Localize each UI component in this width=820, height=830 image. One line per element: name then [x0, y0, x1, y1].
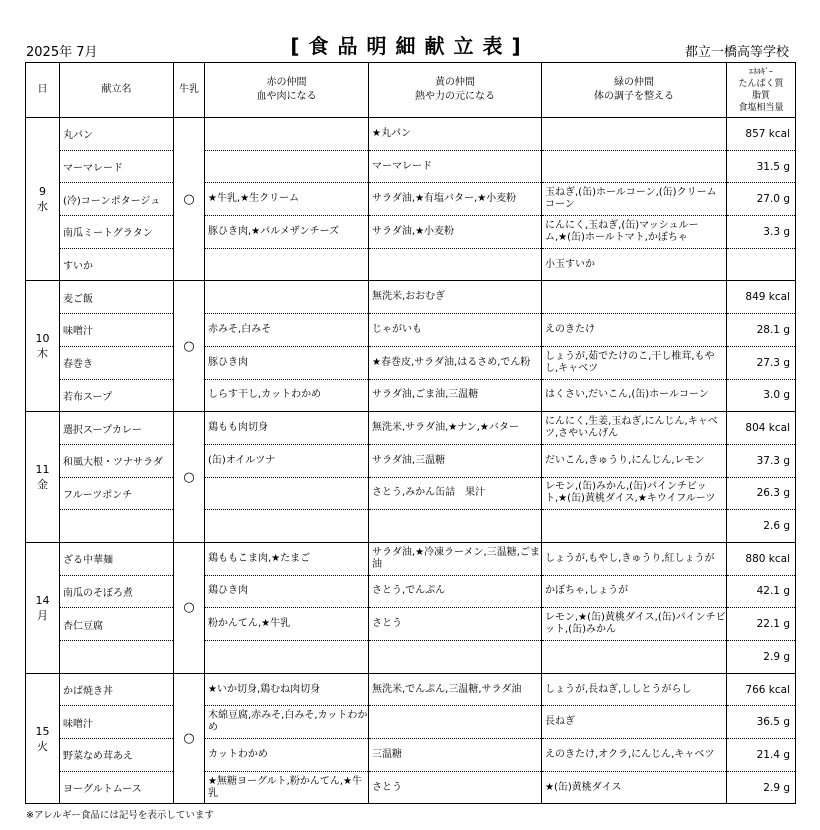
menu-row	[26, 673, 796, 706]
nutrition-value: 28.1 g	[727, 314, 796, 347]
yellow-ingredients: マーマレード	[369, 150, 542, 183]
red-ingredients: 鶏もも肉切身	[205, 412, 369, 445]
day-number: 14	[35, 593, 50, 607]
green-ingredients	[542, 510, 727, 543]
dish-name: 味噌汁	[60, 314, 174, 347]
fat-label: 脂質	[751, 91, 770, 101]
nutrition-value: 36.5 g	[727, 706, 796, 739]
green-ingredients: にんにく,玉ねぎ,(缶)マッシュルーム,★(缶)ホールトマト,かぼちゃ	[542, 216, 727, 249]
dish-name: すいか	[60, 248, 174, 281]
nutrition-value: 21.4 g	[727, 739, 796, 772]
dish-name	[60, 641, 174, 674]
yellow-ingredients	[369, 641, 542, 674]
red-ingredients	[205, 477, 369, 510]
menu-row	[26, 281, 796, 314]
dish-name: (冷)コーンポタージュ	[60, 183, 174, 216]
dish-name: 南瓜ミートグラタン	[60, 216, 174, 249]
nutrition-value: 766 kcal	[727, 673, 796, 706]
menu-row	[26, 183, 796, 216]
dish-name: 野菜なめ茸あえ	[60, 739, 174, 772]
red-ingredients	[205, 510, 369, 543]
day-number: 15	[35, 724, 50, 738]
nutrition-value: 31.5 g	[727, 150, 796, 183]
dish-name: 若布スープ	[60, 379, 174, 412]
day-cell	[26, 118, 60, 281]
red-ingredients: ★牛乳,★生クリーム	[205, 183, 369, 216]
day-number: 10	[35, 332, 50, 346]
yellow-ingredients: さとう	[369, 608, 542, 641]
yellow-ingredients: 無洗米,でんぷん,三温糖,サラダ油	[369, 673, 542, 706]
green-ingredients: しょうが,茹でたけのこ,干し椎茸,もやし,キャベツ	[542, 346, 727, 379]
yellow-ingredients: サラダ油,三温糖	[369, 444, 542, 477]
red-group-title: 赤の仲間	[266, 77, 307, 88]
menu-body	[26, 118, 796, 804]
day-cell	[26, 542, 60, 673]
weekday: 木	[37, 347, 48, 361]
yellow-ingredients: サラダ油,ごま油,三温糖	[369, 379, 542, 412]
red-ingredients	[205, 641, 369, 674]
yellow-ingredients: 三温糖	[369, 739, 542, 772]
green-ingredients: はくさい,だいこん,(缶)ホールコーン	[542, 379, 727, 412]
green-ingredients: にんにく,生姜,玉ねぎ,にんじん,キャベツ,さやいんげん	[542, 412, 727, 445]
green-ingredients	[542, 641, 727, 674]
header-row	[26, 63, 796, 118]
nutrition-value: 3.0 g	[727, 379, 796, 412]
allergy-footnote: ※アレルギー食品には記号を表示しています	[26, 810, 214, 821]
red-ingredients	[205, 150, 369, 183]
dish-name: マーマレード	[60, 150, 174, 183]
weekday: 金	[37, 478, 48, 492]
dish-name: 南瓜のそぼろ煮	[60, 575, 174, 608]
nutrition-value: 27.3 g	[727, 346, 796, 379]
red-ingredients: カットわかめ	[205, 739, 369, 772]
month-label: 2025年 7月	[26, 45, 98, 60]
day-cell	[26, 412, 60, 543]
nutrition-header	[727, 63, 796, 118]
menu-row	[26, 314, 796, 347]
nutrition-value: 880 kcal	[727, 542, 796, 575]
yellow-ingredients: サラダ油,★冷凍ラーメン,三温糖,ごま油	[369, 542, 542, 575]
yellow-ingredients: 無洗米,おおむぎ	[369, 281, 542, 314]
yellow-ingredients: さとう	[369, 771, 542, 804]
dish-name: 和風大根・ツナサラダ	[60, 444, 174, 477]
yellow-ingredients	[369, 248, 542, 281]
weekday: 火	[37, 739, 48, 753]
menu-row	[26, 216, 796, 249]
nutrition-value: 849 kcal	[727, 281, 796, 314]
yellow-ingredients: ★春巻皮,サラダ油,はるさめ,でん粉	[369, 346, 542, 379]
day-cell	[26, 281, 60, 412]
menu-row	[26, 379, 796, 412]
menu-row	[26, 542, 796, 575]
menu-row	[26, 608, 796, 641]
green-ingredients: しょうが,長ねぎ,ししとうがらし	[542, 673, 727, 706]
menu-row	[26, 150, 796, 183]
menu-row	[26, 575, 796, 608]
milk-cell: ○	[174, 118, 205, 281]
day-header: 日	[26, 63, 60, 118]
menu-row	[26, 118, 796, 151]
red-ingredients	[205, 248, 369, 281]
nutrition-value: 37.3 g	[727, 444, 796, 477]
red-ingredients	[205, 281, 369, 314]
weekday: 月	[37, 608, 48, 622]
red-ingredients: (缶)オイルツナ	[205, 444, 369, 477]
nutrition-value: 42.1 g	[727, 575, 796, 608]
yellow-ingredients	[369, 706, 542, 739]
menu-row	[26, 444, 796, 477]
yellow-ingredients: サラダ油,★小麦粉	[369, 216, 542, 249]
menu-table	[25, 62, 796, 804]
school-name: 都立一橋高等学校	[684, 45, 789, 60]
dish-header: 献立名	[60, 63, 174, 118]
green-ingredients: レモン,★(缶)黄桃ダイス,(缶)パインチビット,(缶)みかん	[542, 608, 727, 641]
day-number: 9	[39, 185, 46, 199]
green-group-subtitle: 体の調子を整える	[594, 91, 674, 102]
dish-name: ヨーグルトムース	[60, 771, 174, 804]
yellow-ingredients: さとう,みかん缶詰 果汁	[369, 477, 542, 510]
yellow-ingredients: じゃがいも	[369, 314, 542, 347]
milk-cell: ○	[174, 281, 205, 412]
milk-cell: ○	[174, 412, 205, 543]
nutrition-value: 804 kcal	[727, 412, 796, 445]
nutrition-value: 2.9 g	[727, 641, 796, 674]
yellow-ingredients: サラダ油,★有塩バター,★小麦粉	[369, 183, 542, 216]
page-title: [食品明細献立表]	[290, 34, 530, 58]
nutrition-value: 3.3 g	[727, 216, 796, 249]
dish-name: 選択スープカレー	[60, 412, 174, 445]
green-ingredients	[542, 281, 727, 314]
menu-row	[26, 248, 796, 281]
milk-header: 牛乳	[174, 63, 205, 118]
dish-name: かば焼き丼	[60, 673, 174, 706]
green-ingredients	[542, 150, 727, 183]
red-ingredients: 粉かんてん,★牛乳	[205, 608, 369, 641]
day-cell	[26, 673, 60, 804]
green-ingredients: しょうが,もやし,きゅうり,紅しょうが	[542, 542, 727, 575]
nutrition-value: 22.1 g	[727, 608, 796, 641]
salt-label: 食塩相当量	[738, 103, 784, 113]
red-ingredients: 木綿豆腐,赤みそ,白みそ,カットわかめ	[205, 706, 369, 739]
protein-label: たんぱく質	[738, 79, 784, 89]
red-ingredients	[205, 118, 369, 151]
nutrition-value: 27.0 g	[727, 183, 796, 216]
menu-row	[26, 412, 796, 445]
green-ingredients: えのきたけ	[542, 314, 727, 347]
green-ingredients: ★(缶)黄桃ダイス	[542, 771, 727, 804]
green-ingredients: だいこん,きゅうり,にんじん,レモン	[542, 444, 727, 477]
dish-name: ざる中華麺	[60, 542, 174, 575]
day-number: 11	[35, 463, 50, 477]
red-ingredients: ★無糖ヨーグルト,粉かんてん,★牛乳	[205, 771, 369, 804]
green-group-header	[542, 63, 727, 118]
green-ingredients: 玉ねぎ,(缶)ホールコーン,(缶)クリームコーン	[542, 183, 727, 216]
nutrition-value	[727, 248, 796, 281]
dish-name: 麦ご飯	[60, 281, 174, 314]
menu-row	[26, 641, 796, 674]
dish-name: 味噌汁	[60, 706, 174, 739]
nutrition-value: 857 kcal	[727, 118, 796, 151]
weekday: 水	[37, 200, 48, 214]
dish-name	[60, 510, 174, 543]
green-ingredients: えのきたけ,オクラ,にんじん,キャベツ	[542, 739, 727, 772]
yellow-group-title: 黄の仲間	[435, 77, 475, 88]
yellow-group-subtitle: 熱や力の元になる	[415, 91, 495, 102]
green-ingredients: レモン,(缶)みかん,(缶)パインチビット,★(缶)黄桃ダイス,★キウイフルーツ	[542, 477, 727, 510]
yellow-ingredients: 無洗米,サラダ油,★ナン,★バター	[369, 412, 542, 445]
menu-row	[26, 739, 796, 772]
nutrition-value: 2.6 g	[727, 510, 796, 543]
yellow-ingredients: さとう,でんぷん	[369, 575, 542, 608]
nutrition-value: 2.9 g	[727, 771, 796, 804]
green-ingredients: 長ねぎ	[542, 706, 727, 739]
dish-name: 丸パン	[60, 118, 174, 151]
milk-cell: ○	[174, 673, 205, 804]
red-ingredients: しらす干し,カットわかめ	[205, 379, 369, 412]
dish-name: 春巻き	[60, 346, 174, 379]
green-ingredients	[542, 118, 727, 151]
menu-row	[26, 706, 796, 739]
green-group-title: 緑の仲間	[614, 77, 654, 88]
red-ingredients: ★いか切身,鶏むね肉切身	[205, 673, 369, 706]
menu-row	[26, 346, 796, 379]
energy-label: ｴﾈﾙｷﾞｰ	[749, 67, 773, 76]
menu-row	[26, 510, 796, 543]
yellow-ingredients	[369, 510, 542, 543]
menu-row	[26, 477, 796, 510]
green-ingredients: 小玉すいか	[542, 248, 727, 281]
yellow-ingredients: ★丸パン	[369, 118, 542, 151]
red-ingredients: 豚ひき肉	[205, 346, 369, 379]
red-ingredients: 鶏ももこま肉,★たまご	[205, 542, 369, 575]
dish-name: フルーツポンチ	[60, 477, 174, 510]
menu-row	[26, 771, 796, 804]
red-ingredients: 赤みそ,白みそ	[205, 314, 369, 347]
red-ingredients: 豚ひき肉,★パルメザンチーズ	[205, 216, 369, 249]
nutrition-value: 26.3 g	[727, 477, 796, 510]
dish-name: 杏仁豆腐	[60, 608, 174, 641]
red-group-header	[205, 63, 369, 118]
milk-cell: ○	[174, 542, 205, 673]
red-group-subtitle: 血や肉になる	[256, 91, 317, 102]
red-ingredients: 鶏ひき肉	[205, 575, 369, 608]
green-ingredients: かぼちゃ,しょうが	[542, 575, 727, 608]
yellow-group-header	[369, 63, 542, 118]
